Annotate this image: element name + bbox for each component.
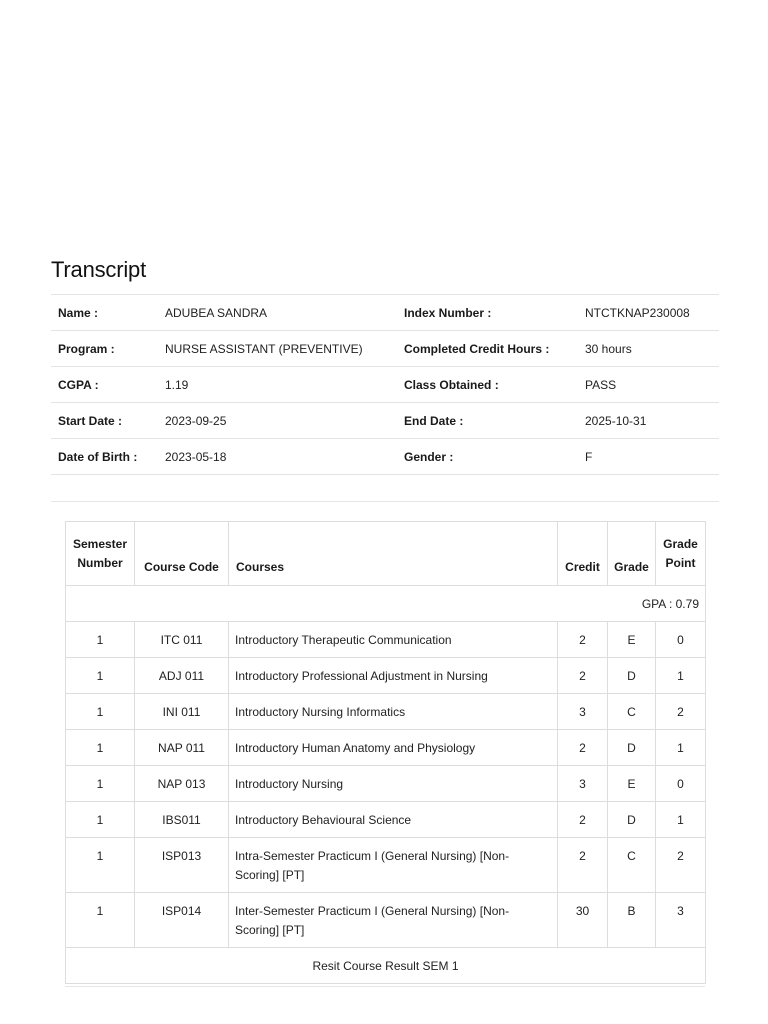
- resit-row: [66, 948, 706, 984]
- student-info-row: [51, 439, 719, 475]
- info-label: Program :: [51, 331, 158, 367]
- credit-cell: 2: [558, 658, 608, 694]
- credit-cell: 3: [558, 694, 608, 730]
- course-row: [66, 766, 706, 802]
- student-info-row: [51, 367, 719, 403]
- grade-cell: C: [608, 694, 656, 730]
- header-grade: Grade: [608, 522, 656, 586]
- course-name-cell: Introductory Behavioural Science: [229, 802, 558, 838]
- bottom-divider: [65, 986, 705, 987]
- grade-cell: C: [608, 838, 656, 893]
- grade-cell: D: [608, 730, 656, 766]
- header-credit: Credit: [558, 522, 608, 586]
- courses-body: [66, 586, 706, 948]
- semester-number-cell: 1: [66, 622, 135, 658]
- info-label: Name :: [51, 295, 158, 331]
- grade-point-cell: 0: [656, 766, 706, 802]
- resit-course-result-label: Resit Course Result SEM 1: [66, 948, 706, 984]
- course-name-cell: Introductory Human Anatomy and Physiology: [229, 730, 558, 766]
- course-row: [66, 838, 706, 893]
- course-code-cell: ADJ 011: [135, 658, 229, 694]
- info-label: CGPA :: [51, 367, 158, 403]
- course-code-cell: ISP013: [135, 838, 229, 893]
- grade-point-cell: 2: [656, 694, 706, 730]
- course-name-cell: Intra-Semester Practicum I (General Nursing) [Non-Scoring] [PT]: [229, 838, 558, 893]
- info-label: Date of Birth :: [51, 439, 158, 475]
- credit-cell: 3: [558, 766, 608, 802]
- student-info-table: [51, 294, 719, 475]
- info-value: 30 hours: [578, 331, 719, 367]
- grade-point-cell: 0: [656, 622, 706, 658]
- course-code-cell: ITC 011: [135, 622, 229, 658]
- course-code-cell: NAP 011: [135, 730, 229, 766]
- info-value: 2023-09-25: [158, 403, 397, 439]
- course-code-cell: ISP014: [135, 893, 229, 948]
- info-label: End Date :: [397, 403, 578, 439]
- course-name-cell: Introductory Nursing Informatics: [229, 694, 558, 730]
- grade-point-cell: 1: [656, 730, 706, 766]
- header-grade-point: Grade Point: [656, 522, 706, 586]
- student-info-row: [51, 331, 719, 367]
- header-course-code: Course Code: [135, 522, 229, 586]
- course-row: [66, 622, 706, 658]
- info-label: Completed Credit Hours :: [397, 331, 578, 367]
- credit-cell: 2: [558, 730, 608, 766]
- info-value: 1.19: [158, 367, 397, 403]
- info-value: PASS: [578, 367, 719, 403]
- student-info-row: [51, 403, 719, 439]
- info-value: 2025-10-31: [578, 403, 719, 439]
- info-value: ADUBEA SANDRA: [158, 295, 397, 331]
- grade-point-cell: 2: [656, 838, 706, 893]
- course-name-cell: Inter-Semester Practicum I (General Nursing) [Non-Scoring] [PT]: [229, 893, 558, 948]
- course-row: [66, 658, 706, 694]
- semester-number-cell: 1: [66, 694, 135, 730]
- credit-cell: 30: [558, 893, 608, 948]
- course-name-cell: Introductory Therapeutic Communication: [229, 622, 558, 658]
- page-title: Transcript: [51, 257, 146, 282]
- credit-cell: 2: [558, 838, 608, 893]
- grade-cell: D: [608, 658, 656, 694]
- info-label: Index Number :: [397, 295, 578, 331]
- course-row: [66, 730, 706, 766]
- info-value: F: [578, 439, 719, 475]
- info-label: Start Date :: [51, 403, 158, 439]
- info-value: 2023-05-18: [158, 439, 397, 475]
- info-value: NTCTKNAP230008: [578, 295, 719, 331]
- grade-cell: E: [608, 766, 656, 802]
- course-code-cell: INI 011: [135, 694, 229, 730]
- course-row: [66, 694, 706, 730]
- course-row: [66, 802, 706, 838]
- courses-header-row: [66, 522, 706, 586]
- semester-number-cell: 1: [66, 893, 135, 948]
- info-value: NURSE ASSISTANT (PREVENTIVE): [158, 331, 397, 367]
- semester-number-cell: 1: [66, 838, 135, 893]
- gpa-row: [66, 586, 706, 622]
- courses-table: [65, 521, 706, 984]
- grade-cell: E: [608, 622, 656, 658]
- grade-point-cell: 3: [656, 893, 706, 948]
- grade-point-cell: 1: [656, 658, 706, 694]
- semester-number-cell: 1: [66, 730, 135, 766]
- course-code-cell: NAP 013: [135, 766, 229, 802]
- grade-cell: D: [608, 802, 656, 838]
- semester-number-cell: 1: [66, 802, 135, 838]
- course-name-cell: Introductory Professional Adjustment in Nursing: [229, 658, 558, 694]
- course-row: [66, 893, 706, 948]
- course-name-cell: Introductory Nursing: [229, 766, 558, 802]
- course-code-cell: IBS011: [135, 802, 229, 838]
- semester-number-cell: 1: [66, 658, 135, 694]
- credit-cell: 2: [558, 622, 608, 658]
- section-divider: [51, 501, 719, 502]
- semester-gpa: GPA : 0.79: [66, 586, 706, 622]
- student-info-body: [51, 295, 719, 475]
- grade-point-cell: 1: [656, 802, 706, 838]
- semester-number-cell: 1: [66, 766, 135, 802]
- student-info-row: [51, 295, 719, 331]
- info-label: Gender :: [397, 439, 578, 475]
- grade-cell: B: [608, 893, 656, 948]
- credit-cell: 2: [558, 802, 608, 838]
- info-label: Class Obtained :: [397, 367, 578, 403]
- header-semester-number: Semester Number: [66, 522, 135, 586]
- header-courses: Courses: [229, 522, 558, 586]
